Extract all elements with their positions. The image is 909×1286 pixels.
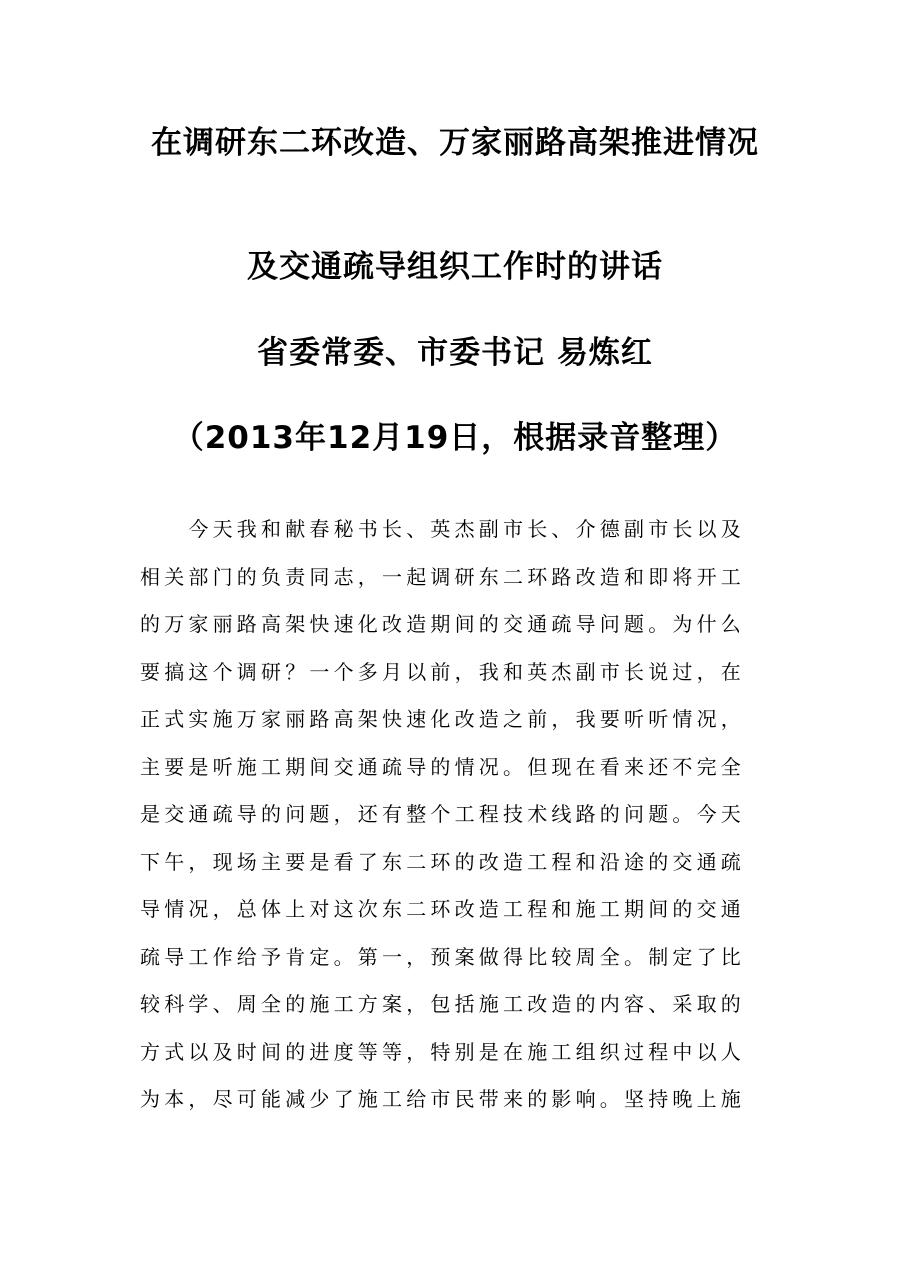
body-line: 导情况，总体上对这次东二环改造工程和施工期间的交通 — [140, 897, 745, 921]
document-subtitle: 及交通疏导组织工作时的讲话 — [247, 249, 663, 285]
body-paragraph — [140, 506, 770, 1124]
body-line: 相关部门的负责同志，一起调研东二环路改造和即将开工 — [140, 564, 745, 589]
document-title: 在调研东二环改造、万家丽路高架推进情况 — [151, 125, 759, 161]
body-line: 是交通疏导的问题，还有整个工程技术线路的问题。今天 — [140, 802, 745, 826]
body-line: 下午，现场主要是看了东二环的改造工程和沿途的交通疏 — [140, 849, 745, 874]
body-line: 的万家丽路高架快速化改造期间的交通疏导问题。为什么 — [140, 612, 745, 636]
date-note: （2013年12月19日，根据录音整理） — [172, 420, 738, 456]
body-line: 要搞这个调研？一个多月以前，我和英杰副市长说过，在 — [140, 659, 745, 684]
speaker-line: 省委常委、市委书记 易炼红 — [257, 335, 653, 371]
body-line: 今天我和献春秘书长、英杰副市长、介德副市长以及 — [140, 517, 745, 541]
body-line: 方式以及时间的进度等等，特别是在施工组织过程中以人 — [140, 1039, 745, 1064]
body-line: 正式实施万家丽路高架快速化改造之前，我要听听情况， — [140, 707, 745, 731]
body-line: 较科学、周全的施工方案，包括施工改造的内容、采取的 — [140, 992, 745, 1016]
body-line: 为本，尽可能减少了施工给市民带来的影响。坚持晚上施 — [140, 1087, 745, 1111]
body-line: 疏导工作给予肯定。第一，预案做得比较周全。制定了比 — [140, 944, 745, 969]
body-line: 主要是听施工期间交通疏导的情况。但现在看来还不完全 — [140, 754, 745, 779]
